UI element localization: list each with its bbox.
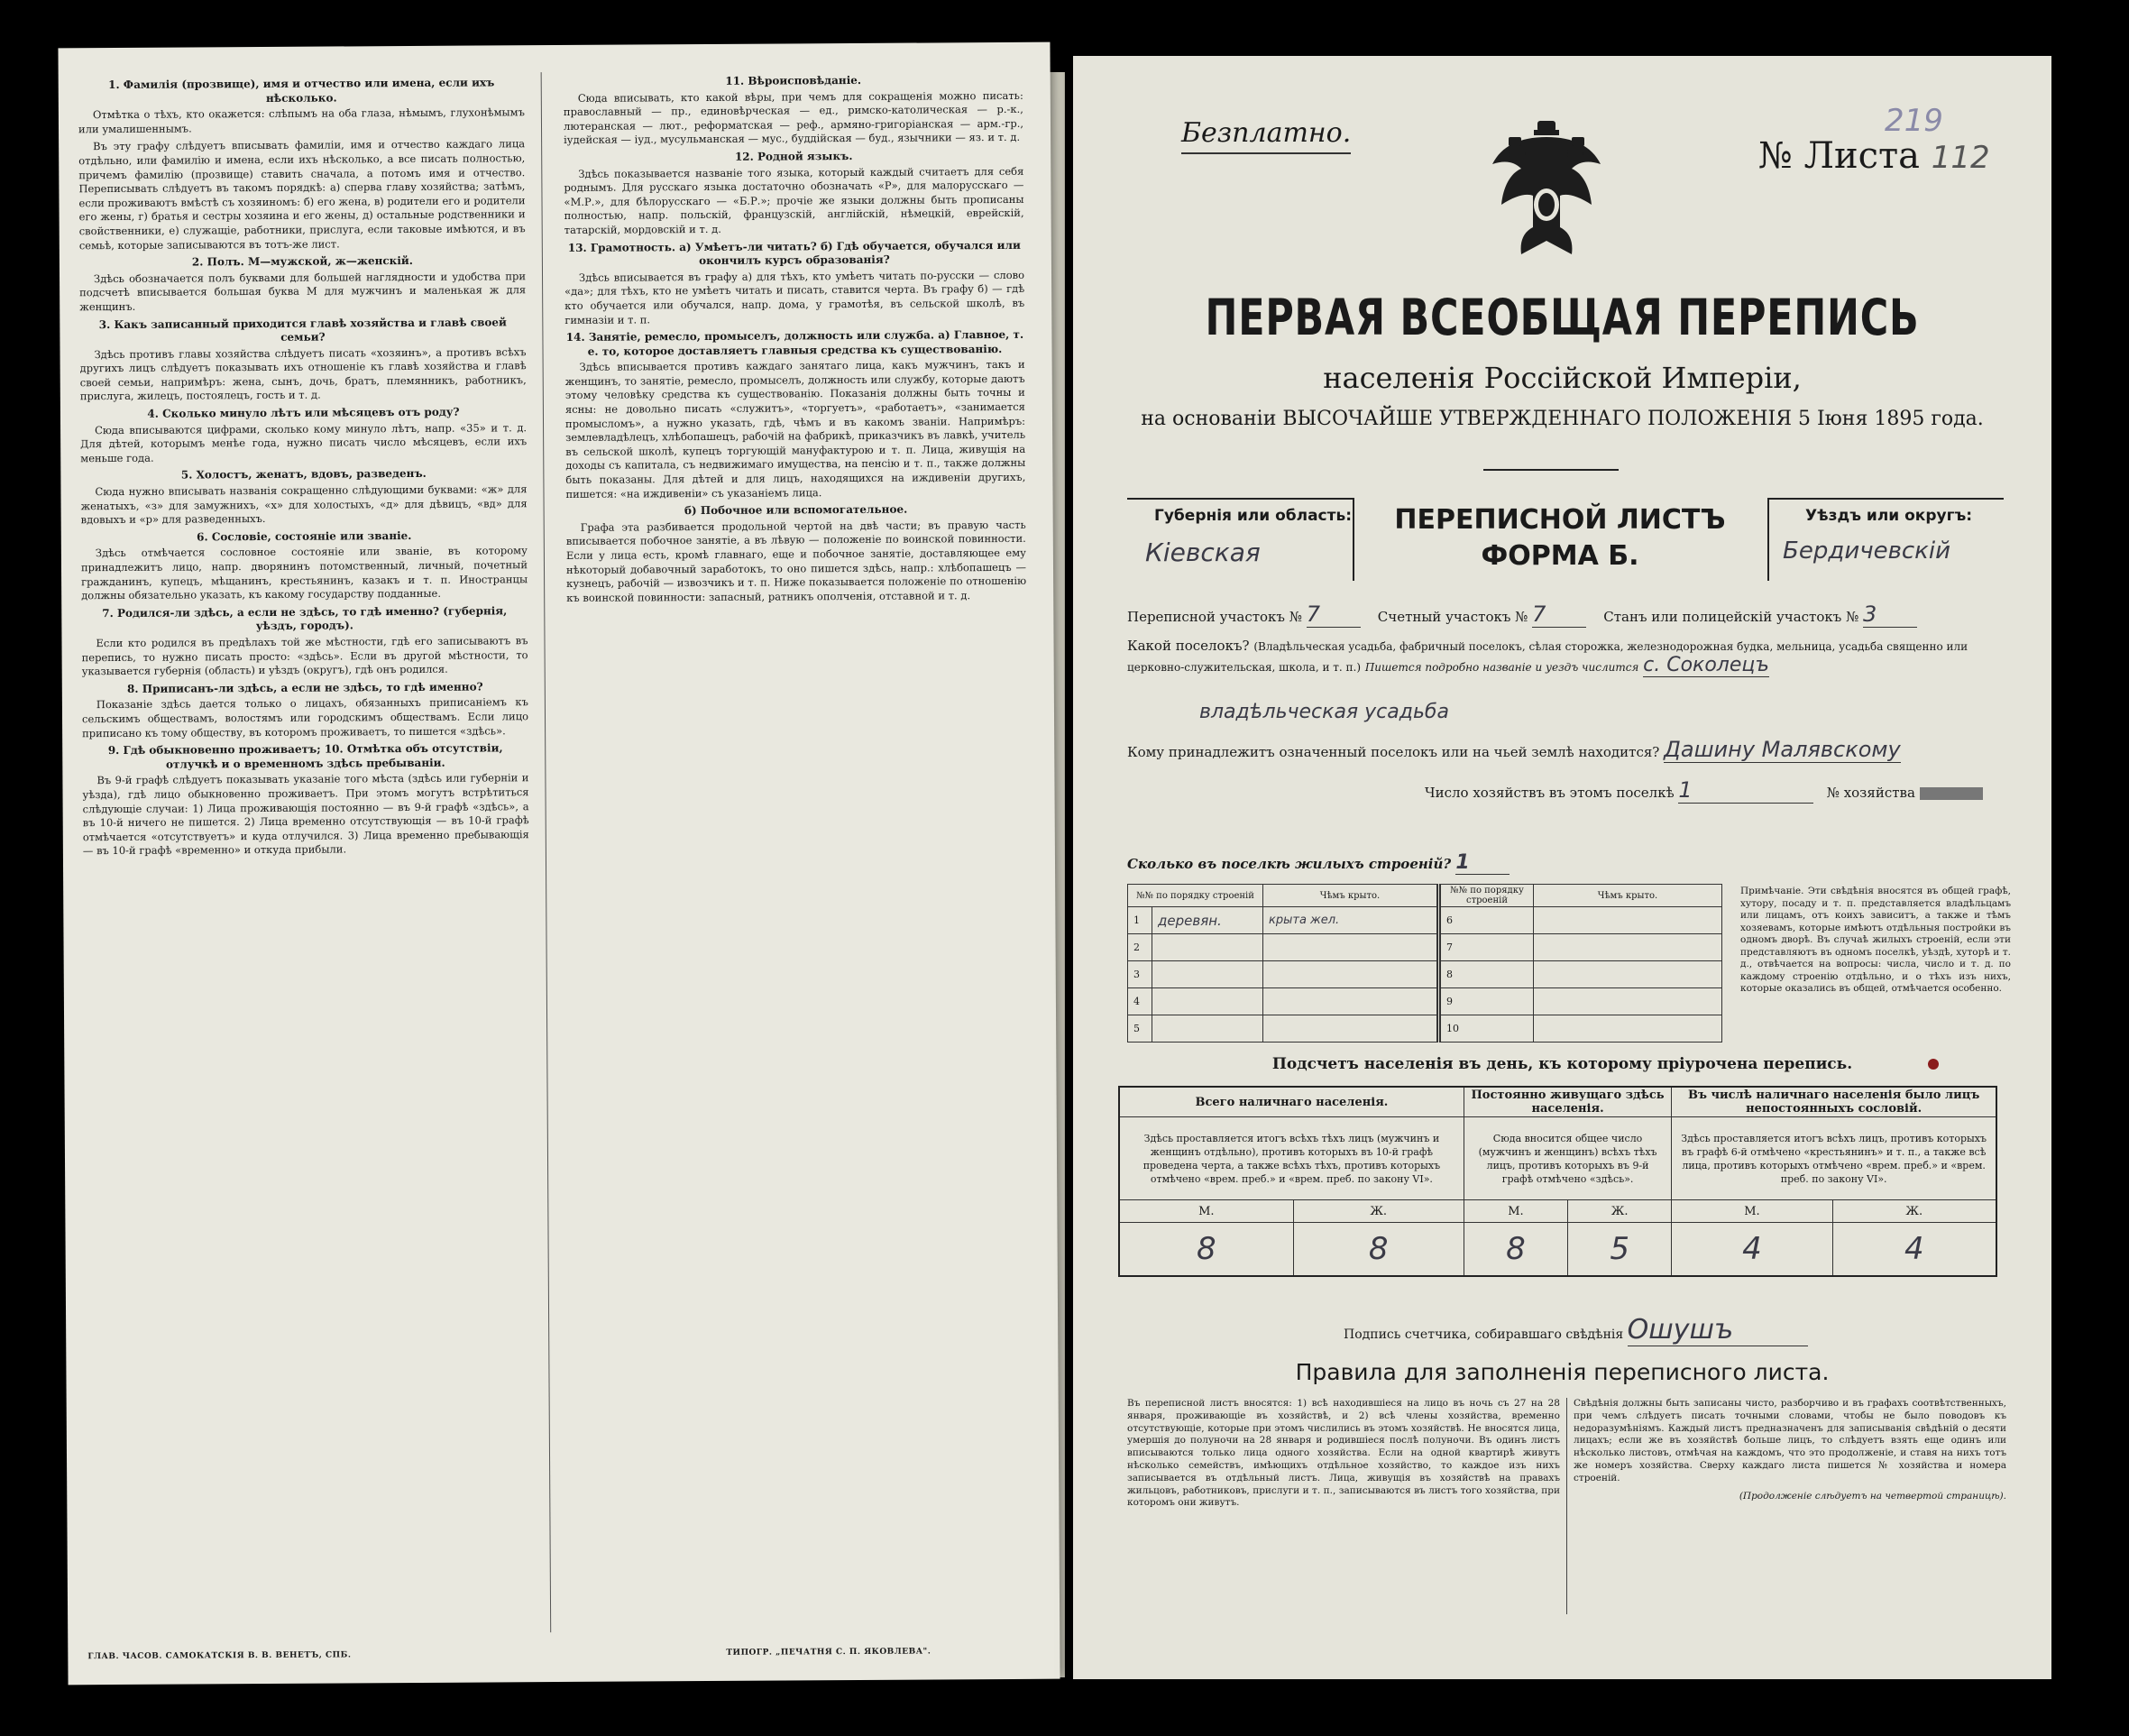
count-nonpermanent-male: 4: [1672, 1223, 1832, 1277]
buildings-col-number-2: №№ по порядку строеній: [1439, 885, 1534, 907]
instruction-heading: 14. Занятіе, ремесло, промыселъ, должность или служба. а) Главное, т. е. то, которое доставляетъ главныя средства къ существованію.: [565, 327, 1024, 358]
owner-row: [1127, 737, 1901, 763]
buildings-col-roof-2: Чѣмъ крыто.: [1534, 885, 1722, 907]
enumerator-signature: Ошушъ: [1628, 1314, 1808, 1346]
table-row: [1128, 1015, 1722, 1043]
table-row: [1128, 907, 1722, 934]
table-row: [1128, 961, 1722, 988]
census-form-page: [1073, 56, 2051, 1679]
instruction-heading: 11. Вѣроисповѣданіе.: [725, 73, 862, 87]
table-cell: [1534, 1015, 1722, 1043]
district-value: Бердичевскій: [1783, 537, 1951, 565]
table-cell: [1534, 988, 1722, 1015]
rules-text-2: Свѣдѣнія должны быть записаны чисто, разборчиво и въ графахъ соотвѣтственныхъ, при чемъ слѣдуетъ писать точными словами, чтобы не было поводовъ къ недоразумѣніямъ. Каждый листъ предназначенъ для записыванія свѣдѣній о десяти лицахъ; если же въ хозяйствѣ больше лицъ, то слѣдуетъ взять еще одинъ или нѣсколько листовъ, отмѣчая на каждомъ, что это продолженіе, и ставя на нихъ тотъ же номеръ хозяйства. Сверху каждаго листа пишется № хозяйства и номера строеній.: [1574, 1398, 2006, 1483]
instruction-paragraph: Здѣсь отмѣчается сословное состояніе или званіе, въ которому принадлежитъ лицо, напр. дворянинъ потомственный, личный, почетный гражданинъ, купецъ, мѣщанинъ, крестьянинъ, казакъ и т. п. Иностранцы должны обязательно указать, къ какому государству подданные.: [80, 544, 528, 602]
instruction-paragraph: Сюда вписывать, кто какой вѣры, при чемъ для сокращенія можно писать: православный — пр., единовѣрческая — ед., римско-католическая — р.-к., лютеранская — лют., реформатская — реф., армяно-григоріанская — арм.-гр., іудейская — іуд., мусульманская — мус., буддійская — буд., язычники — яз. и т. д.: [563, 88, 1024, 147]
rules-divider: [1566, 1398, 1567, 1614]
column-divider: [541, 72, 552, 1632]
instruction-paragraph: Показаніе здѣсь дается только о лицахъ, обязанныхъ приписаніемъ къ сельскимъ обществамъ, волостямъ или городскимъ обществамъ. Если лицо приписано къ тому обществу, въ которомъ проживаетъ, то пишется «здѣсь».: [81, 695, 529, 739]
owner-label: Кому принадлежитъ означенный поселокъ или на чьей землѣ находится?: [1127, 744, 1660, 760]
buildings-note: Примѣчаніе. Эти свѣдѣнія вносятся въ общей графѣ, хутору, посаду и т. п. представляется владѣльцамъ или лицамъ, отъ коихъ зависитъ, а также и тѣмъ хозяевамъ, которые имѣютъ отдѣльныя постройки въ одномъ дворѣ. Въ случаѣ жилыхъ строеній, если эти представляютъ въ одномъ поселкѣ, уѣздѣ, хуторѣ и т. д., отвѣчается на вопросы: числа, число и т. д. по каждому строенію отдѣльно, и о тѣхъ изъ нихъ, которые оказались въ общей, отмѣчается особенно.: [1740, 886, 2011, 994]
owner-value: Дашину Малявскому: [1664, 737, 1901, 762]
stan-label: Станъ или полицейскій участокъ №: [1603, 609, 1859, 625]
count-district-value: 7: [1532, 602, 1586, 628]
table-cell: 1: [1128, 907, 1152, 934]
form-title-line-1: ПЕРЕПИСНОЙ ЛИСТЪ: [1394, 504, 1726, 536]
count-header-present: Всего наличнаго населенія.: [1119, 1087, 1464, 1117]
settlement-hint-2: Пишется подробно названіе и уездъ числится: [1364, 661, 1639, 674]
rules-text-1: Въ переписной листъ вносятся: 1) всѣ находившіеся на лицо въ ночь съ 27 на 28 января, проживающіе въ хозяйствѣ, и 2) всѣ члены хозяйства, временно отсутствующіе, которые при этомъ числились въ этомъ хозяйствѣ. Не вносятся лица, умершія до полуночи на 28 января и родившіеся послѣ полуночи. Въ одинъ листъ вписываются только лица одного хозяйства. Если на одной квартирѣ живутъ нѣсколько семействъ, имѣющихъ отдѣльное хозяйство, то каждое изъ нихъ записывается въ отдѣльный листъ. Лица, живущія въ хозяйствѣ на правахъ жильцовъ, работниковъ, прислуги и т. п., записываются въ листъ того хозяйства, при которомъ они живутъ.: [1127, 1398, 1560, 1509]
settlement-hint: (Владѣльческая усадьба, фабричный поселокъ, сѣлая сторожка, железнодорожная будка, мельница, усадьба священно или церковно-служительская, школа, и т. п.): [1127, 640, 1968, 674]
instruction-heading: 8. Приписанъ-ли здѣсь, а если не здѣсь, то гдѣ именно?: [126, 680, 483, 695]
instruction-paragraph: Здѣсь вписывается противъ каждаго занятаго лица, какъ мужчинъ, такъ и женщинъ, то занятіе, ремесло, промыселъ, должность или службу, которые даютъ этому человѣку средства къ существованію. Показанія должны быть точны и ясны: не довольно писать «служитъ», «торгуетъ», «работаетъ», «занимается промысломъ», а нужно указать, гдѣ, чѣмъ и въ какомъ званіи. Напримѣръ: землевладѣлецъ, хлѣбопашецъ, рабочій на фабрикѣ, приказчикъ въ лавкѣ, учитель въ сельской школѣ, купецъ торгующій мануфактурою и т. п. Лица, живущія на доходы съ капитала, съ недвижимаго имущества, на пенсію и т. п., также должны быть показаны. Для дѣтей и для лицъ, находящихся на иждивеніи другихъ, пишется: «на иждивеніи» съ указаніемъ лица.: [564, 358, 1026, 501]
count-resident-male: 8: [1464, 1223, 1567, 1277]
sex-label: М.: [1464, 1200, 1567, 1223]
rules-continue-note: (Продолженіе слѣдуетъ на четвертой страницѣ).: [1739, 1490, 2006, 1502]
rules-title: Правила для заполненія переписного листа.: [1295, 1359, 1830, 1385]
population-count-table: [1118, 1086, 1997, 1277]
household-number-label: № хозяйства: [1826, 785, 1915, 801]
instruction-heading: 2. Полъ. М—мужской, ж—женскій.: [191, 254, 413, 269]
form-title: [1344, 502, 1776, 574]
buildings-value: 1: [1455, 851, 1510, 875]
table-cell: [1152, 934, 1263, 961]
instruction-paragraph: Здѣсь противъ главы хозяйства слѣдуетъ писать «хозяинъ», а противъ всѣхъ другихъ лицъ слѣдуетъ показывать ихъ отношеніе къ главѣ хозяйства и главѣ своей семьи, напримѣръ: жена, сынъ, дочь, братъ, племянникъ, работникъ, прислуга, жилецъ, постоялецъ, гость и т. д.: [79, 344, 527, 403]
districts-row: [1127, 602, 1917, 628]
count-desc-nonpermanent: Здѣсь проставляется итогъ всѣхъ лицъ, противъ которыхъ въ графѣ 6-й отмѣчено «крестьянинъ» и т. п., а также всѣ лица, противъ которыхъ отмѣчено «врем. преб.» и «врем. преб. по закону VI».: [1672, 1117, 1996, 1200]
sheet-number-label: № Листа: [1758, 135, 1920, 177]
ink-stain: [1928, 1059, 1939, 1070]
instruction-paragraph: Здѣсь показывается названіе того языка, который каждый считаетъ для себя роднымъ. Для русскаго языка достаточно обозначать «Р», для малорусскаго — «М.Р.», для бѣлорусскаго — «Б.Р.»; прочіе же языки должны быть прописаны полностью, напр. польскій, французскій, англійскій, нѣмецкій, еврейскій, татарскій, мордовскій и т. д.: [564, 164, 1024, 236]
table-cell: 9: [1439, 988, 1534, 1015]
table-cell: крыта жел.: [1263, 907, 1439, 934]
table-cell: [1534, 934, 1722, 961]
instruction-paragraph: Въ 9-й графѣ слѣдуетъ показывать указаніе того мѣста (здѣсь или губерніи и уѣзда), гдѣ лицо обыкновенно проживаетъ. При этомъ могутъ встрѣтиться слѣдующіе случаи: 1) Лица проживающія постоянно — въ 9-й графѣ «здѣсь», а въ 10-й ничего не пишется. 2) Лица временно отсутствующія — въ 10-й графѣ отмѣчается «отсутствуетъ» и куда отлучился. 3) Лица временно пребывающія — въ 10-й графѣ «временно» и откуда прибыли.: [82, 771, 529, 858]
count-present-male: 8: [1119, 1223, 1293, 1277]
population-count-title: Подсчетъ населенія въ день, къ которому пріурочена перепись.: [1271, 1055, 1853, 1073]
district-box: [1767, 498, 2004, 581]
instruction-heading: 12. Родной языкъ.: [734, 149, 853, 163]
instruction-paragraph: Сюда нужно вписывать названія сокращенно слѣдующими буквами: «ж» для женатыхъ, «з» для замужнихъ, «х» для холостыхъ, «д» для дѣвицъ, «вд» для вдовыхъ и «р» для разведенныхъ.: [80, 482, 528, 527]
table-cell: [1534, 961, 1722, 988]
table-cell: 6: [1439, 907, 1534, 934]
form-title-line-2: ФОРМА Б.: [1481, 540, 1639, 572]
instruction-paragraph: Отмѣтка о тѣхъ, кто окажется: слѣпымъ на оба глаза, нѣмымъ, глухонѣмымъ или умалишеннымъ.: [78, 106, 525, 136]
settlement-label: Какой поселокъ?: [1127, 638, 1250, 654]
instruction-heading: 1. Фамилія (прозвище), имя и отчество или имена, если ихъ нѣсколько.: [108, 76, 495, 105]
settlement-value: с. Соколецъ: [1643, 654, 1769, 676]
buildings-row: [1127, 851, 1510, 875]
table-cell: 7: [1439, 934, 1534, 961]
double-headed-eagle-emblem-icon: [1483, 119, 1610, 263]
instruction-paragraph: Графа эта разбивается продольной чертой на двѣ части; въ правую часть вписывается побочное занятіе, а въ лѣвую — положеніе по воинской повинности. Если у лица есть, кромѣ главнаго, еще и побочное занятіе, доставляющее ему нѣкоторый добавочный заработокъ, то оно пишется здѣсь, напр.: хлѣбопашецъ — кузнецъ, рабочій — извозчикъ и т. п. Ниже показывается положеніе по отношенію къ воинской повинности: запасный, ратникъ ополченія, отставной и т. д.: [565, 518, 1027, 604]
table-cell: [1534, 907, 1722, 934]
sheet-number-value: 112: [1931, 140, 1990, 176]
instruction-paragraph: Сюда вписываются цифрами, сколько кому минуло лѣтъ, напр. «35» и т. д. Для дѣтей, которымъ менѣе года, нужно писать число мѣсяцевъ, если ихъ меньше года.: [80, 420, 528, 465]
instruction-heading: 7. Родился-ли здѣсь, а если не здѣсь, то гдѣ именно? (губернія, уѣздъ, городъ).: [102, 604, 508, 633]
sex-label: М.: [1119, 1200, 1293, 1223]
stan-value: 3: [1863, 602, 1917, 628]
count-desc-present: Здѣсь проставляется итогъ всѣхъ тѣхъ лицъ (мужчинъ и женщинъ отдѣльно), противъ которыхъ въ 10-й графѣ проведена черта, а также всѣхъ тѣхъ, противъ которыхъ отмѣчено «врем. преб.» и «врем. преб. по закону VI».: [1119, 1117, 1464, 1200]
sex-label: Ж.: [1568, 1200, 1672, 1223]
count-district-label: Счетный участокъ №: [1377, 609, 1528, 625]
households-label: Число хозяйствъ въ этомъ поселкѣ: [1425, 785, 1675, 801]
buildings-col-roof: Чѣмъ крыто.: [1263, 885, 1439, 907]
count-resident-female: 5: [1568, 1223, 1672, 1277]
sex-label: Ж.: [1832, 1200, 1996, 1223]
instruction-heading: 5. Холостъ, женатъ, вдовъ, разведенъ.: [180, 467, 427, 482]
page-subtitle: населенія Россійской Имперіи,: [1323, 361, 1802, 395]
settlement-value-2: владѣльческая усадьба: [1199, 701, 1449, 723]
count-header-resident: Постоянно живущаго здѣсь населенія.: [1464, 1087, 1671, 1117]
free-label: Безплатно.: [1181, 117, 1351, 154]
archive-page-number: 219: [1885, 103, 1943, 139]
table-cell: [1263, 1015, 1439, 1043]
table-cell: 8: [1439, 961, 1534, 988]
divider: [1483, 469, 1619, 471]
instruction-heading: 13. Грамотность. а) Умѣетъ-ли читать? б) Гдѣ обучается, обучался или окончилъ курсъ образованія?: [567, 238, 1021, 268]
count-present-female: 8: [1293, 1223, 1464, 1277]
settlement-row: [1127, 638, 2015, 677]
table-row: [1128, 934, 1722, 961]
sheet-number: [1758, 135, 1990, 177]
instruction-heading: 3. Какъ записанный приходится главѣ хозяйства и главѣ своей семьи?: [98, 315, 507, 344]
table-cell: [1263, 934, 1439, 961]
sex-label: М.: [1672, 1200, 1832, 1223]
table-cell: [1152, 988, 1263, 1015]
rules-column-1: [1127, 1398, 1560, 1510]
instruction-heading: 6. Сословіе, состояніе или званіе.: [197, 528, 412, 544]
signature-row: [1344, 1314, 1808, 1346]
table-cell: деревян.: [1152, 907, 1263, 934]
instructions-column-2: [564, 69, 1033, 1632]
table-row: [1128, 988, 1722, 1015]
household-number-redaction: [1920, 787, 1983, 800]
table-cell: 10: [1439, 1015, 1534, 1043]
signature-label: Подпись счетчика, собиравшаго свѣдѣнія: [1344, 1327, 1624, 1342]
province-label: Губернія или область:: [1154, 507, 1353, 525]
instruction-paragraph: Въ эту графу слѣдуетъ вписывать фамиліи, имя и отчество каждаго лица отдѣльно, или фамилію и имена, если ихъ нѣсколько, а все писать полностью, причемъ фамилію (прозвище) ставить сначала, а потомъ имя и отчество. Переписывать слѣдуетъ въ такомъ порядкѣ: а) сперва главу хозяйства; затѣмъ, если проживаютъ вмѣстѣ съ хозяиномъ: б) его жена, в) родители его и родители его жены, г) братья и сестры хозяина и его жены, д) остальные родственники и свойственники, е) служащіе, работники, прислуга, если таковые имѣются, и въ семьѣ, которые записываются въ тотъ-же лист.: [78, 137, 526, 252]
buildings-table: [1127, 884, 1722, 1043]
table-cell: 3: [1128, 961, 1152, 988]
rules-column-2: [1574, 1398, 2006, 1502]
instruction-paragraph: Если кто родился въ предѣлахъ той же мѣстности, гдѣ его записываютъ въ перепись, то нужно писать просто: «здѣсь». Если въ другой мѣстности, то указывается губернія (область) и уѣздъ (округъ), гдѣ онъ родился.: [81, 634, 528, 678]
table-cell: [1152, 961, 1263, 988]
province-box: [1127, 498, 1354, 581]
page-title: ПЕРВАЯ ВСЕОБЩАЯ ПЕРЕПИСЬ: [1205, 289, 1920, 346]
buildings-label: Сколько въ поселкѣ жилыхъ строеній?: [1127, 856, 1452, 872]
instruction-paragraph: Здѣсь вписывается въ графу а) для тѣхъ, кто умѣетъ читать по-русски — слово «да»; для тѣхъ, кто не умѣетъ читать и писать, ставится черта. Въ графу б) — гдѣ кто обучается или обучался, напр. дома, у грамотѣя, въ сельской школѣ, въ гимназіи и т. п.: [564, 268, 1025, 326]
table-cell: 4: [1128, 988, 1152, 1015]
census-district-label: Переписной участокъ №: [1127, 609, 1302, 625]
instructions-column-1: [78, 72, 535, 1635]
instruction-heading: б) Побочное или вспомогательное.: [684, 502, 908, 518]
count-desc-resident: Сюда вносится общее число (мужчинъ и женщинъ) всѣхъ тѣхъ лицъ, противъ которыхъ въ 9-й графѣ отмѣчено «здѣсь».: [1464, 1117, 1671, 1200]
buildings-col-number: №№ по порядку строеній: [1128, 885, 1263, 907]
count-nonpermanent-female: 4: [1832, 1223, 1996, 1277]
instruction-heading: 4. Сколько минуло лѣтъ или мѣсяцевъ отъ роду?: [147, 405, 460, 420]
table-cell: 5: [1128, 1015, 1152, 1043]
table-cell: 2: [1128, 934, 1152, 961]
district-label: Уѣздъ или округъ:: [1805, 507, 1973, 525]
count-header-nonpermanent: Въ числѣ наличнаго населенія было лицъ непостоянныхъ сословій.: [1672, 1087, 1996, 1117]
instruction-paragraph: Здѣсь обозначается полъ буквами для большей наглядности и удобства при подсчетѣ вписывается большая буква М для мужчинъ и маленькая ж для женщинъ.: [79, 269, 527, 314]
households-value: 1: [1678, 777, 1813, 804]
province-value: Кіевская: [1145, 537, 1261, 567]
census-district-value: 7: [1307, 602, 1361, 628]
table-cell: [1263, 988, 1439, 1015]
printer-imprint-left: ГЛАВ. ЧАСОВ. САМОКАТСКІЯ В. В. ВЕНЕТЪ, СПБ.: [87, 1650, 352, 1662]
legal-basis: на основаніи ВЫСОЧАЙШЕ УТВЕРЖДЕННАГО ПОЛОЖЕНІЯ 5 Іюня 1895 года.: [1141, 408, 1984, 430]
instruction-heading: 9. Гдѣ обыкновенно проживаетъ; 10. Отмѣтка объ отсутствіи, отлучкѣ и о временномъ здѣсь пребываніи.: [107, 741, 503, 771]
left-page-instructions: [58, 42, 1060, 1685]
households-row: [1425, 777, 1983, 804]
printer-imprint-right: ТИПОГР. „ПЕЧАТНЯ С. П. ЯКОВЛЕВА".: [726, 1647, 931, 1658]
table-cell: [1263, 961, 1439, 988]
table-cell: [1152, 1015, 1263, 1043]
sex-label: Ж.: [1293, 1200, 1464, 1223]
